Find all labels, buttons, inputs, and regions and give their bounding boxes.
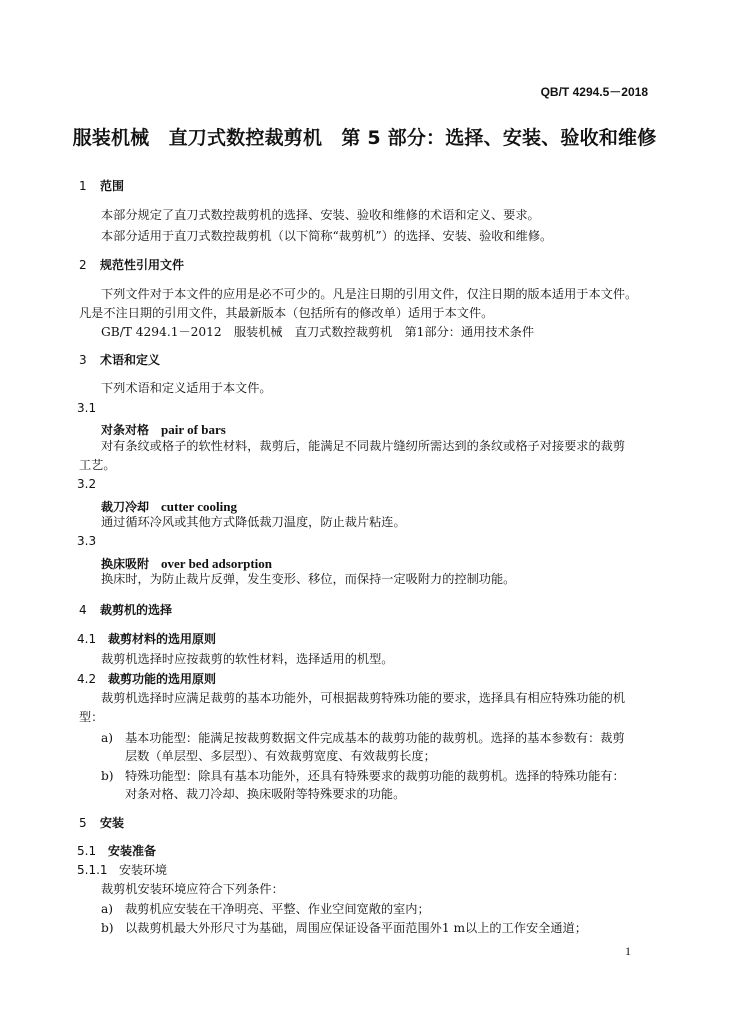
section-4-2-title: 裁剪功能的选用原则 xyxy=(108,672,217,686)
section-4-1-number: 4.1 xyxy=(77,632,97,646)
section-5-1-heading xyxy=(77,842,156,859)
section-2-paragraph-line-1: 下列文件对于本文件的应用是必不可少的。凡是注日期的引用文件，仅注日期的版本适用于本文件。 xyxy=(101,287,638,301)
section-3-number: 3 xyxy=(79,353,87,367)
term-3-3-number: 3.3 xyxy=(77,534,97,548)
normative-reference: GB/T 4294.1－2012 服装机械 直刀式数控裁剪机 第1部分：通用技术条件 xyxy=(101,325,535,339)
section-5-1-1-title: 安装环境 xyxy=(119,863,168,877)
section-2-title: 规范性引用文件 xyxy=(100,258,185,272)
term-3-3-cn: 换床吸附 xyxy=(101,557,150,571)
list-b-line-2: 对条对格、裁刀冷却、换床吸附等特殊要求的功能。 xyxy=(125,787,406,801)
term-3-1-definition-line-2: 工艺。 xyxy=(79,458,116,472)
list-b-line-1: 特殊功能型：除具有基本功能外，还具有特殊要求的裁剪功能的裁剪机。选择的特殊功能有： xyxy=(125,769,625,783)
section-5-1-1-intro: 裁剪机安装环境应符合下列条件： xyxy=(101,882,284,896)
list-a-line-1: 基本功能型：能满足按裁剪数据文件完成基本的裁剪功能的裁剪机。选择的基本参数有：裁剪 xyxy=(125,731,625,745)
page-number: 1 xyxy=(625,944,631,958)
section-4-1-text: 裁剪机选择时应按裁剪的软性材料，选择适用的机型。 xyxy=(101,652,394,666)
section-4-number: 4 xyxy=(79,603,87,617)
section-5-1-title: 安装准备 xyxy=(108,844,157,858)
term-3-1-cn: 对条对格 xyxy=(101,423,150,437)
section-4-1-title: 裁剪材料的选用原则 xyxy=(108,632,217,646)
term-3-1-number: 3.1 xyxy=(77,401,97,415)
section-4-2-text-line-1: 裁剪机选择时应满足裁剪的基本功能外，可根据裁剪特殊功能的要求，选择具有相应特殊功能的机 xyxy=(101,691,626,705)
section-4-title: 裁剪机的选择 xyxy=(100,603,173,617)
section-4-2-text-line-2: 型： xyxy=(79,710,104,724)
section-4-heading xyxy=(79,601,172,618)
section-5-1-number: 5.1 xyxy=(77,844,97,858)
section-5-title: 安装 xyxy=(100,816,125,830)
section-3-intro: 下列术语和定义适用于本文件。 xyxy=(101,381,272,395)
term-3-1-en: pair of bars xyxy=(161,422,226,437)
section-5-number: 5 xyxy=(79,816,87,830)
term-3-1-definition-line-1: 对有条纹或格子的软性材料，裁剪后，能满足不同裁片缝纫所需达到的条纹或格子对接要求的裁剪 xyxy=(101,439,626,453)
standard-code: QB/T 4294.5－2018 xyxy=(540,85,648,99)
term-3-2-cn: 裁刀冷却 xyxy=(101,500,150,514)
section-1-title: 范围 xyxy=(100,179,125,193)
env-list-a-text: 裁剪机应安装在干净明亮、平整、作业空间宽敞的室内； xyxy=(125,902,430,916)
section-3-title: 术语和定义 xyxy=(100,353,161,367)
section-5-1-1-heading xyxy=(77,861,167,878)
list-a-line-2: 层数（单层型、多层型）、有效裁剪宽度、有效裁剪长度； xyxy=(125,749,436,763)
section-2-heading xyxy=(79,256,184,273)
env-list-a-label: a) xyxy=(101,902,114,916)
section-2-paragraph-line-2: 凡是不注日期的引用文件，其最新版本（包括所有的修改单）适用于本文件。 xyxy=(79,306,494,320)
document-title: 服装机械 直刀式数控裁剪机 第 5 部分：选择、安装、验收和维修 xyxy=(72,127,657,149)
section-1-heading xyxy=(79,177,124,194)
term-3-2-en: cutter cooling xyxy=(161,499,237,514)
env-list-b-text: 以裁剪机最大外形尺寸为基础，周围应保证设备平面范围外1 m以上的工作安全通道； xyxy=(125,921,587,935)
section-3-heading xyxy=(79,351,160,368)
term-3-3-definition: 换床时，为防止裁片反弹，发生变形、移位，而保持一定吸附力的控制功能。 xyxy=(101,572,516,586)
list-a-label: a) xyxy=(101,731,114,745)
section-1-paragraph-2: 本部分适用于直刀式数控裁剪机（以下简称“裁剪机”）的选择、安装、验收和维修。 xyxy=(101,229,553,243)
section-4-1-heading xyxy=(77,630,216,647)
section-5-1-1-number: 5.1.1 xyxy=(77,863,108,877)
section-4-2-number: 4.2 xyxy=(77,672,97,686)
list-b-label: b) xyxy=(101,769,114,783)
section-4-2-heading xyxy=(77,670,216,687)
section-1-paragraph-1: 本部分规定了直刀式数控裁剪机的选择、安装、验收和维修的术语和定义、要求。 xyxy=(101,208,540,222)
term-3-2-number: 3.2 xyxy=(77,477,97,491)
section-1-number: 1 xyxy=(79,179,87,193)
term-3-1-title xyxy=(101,419,226,438)
term-3-2-definition: 通过循环冷风或其他方式降低裁刀温度，防止裁片粘连。 xyxy=(101,515,406,529)
section-2-number: 2 xyxy=(79,258,87,272)
section-5-heading xyxy=(79,814,124,831)
term-3-3-en: over bed adsorption xyxy=(161,556,273,571)
env-list-b-label: b) xyxy=(101,921,114,935)
